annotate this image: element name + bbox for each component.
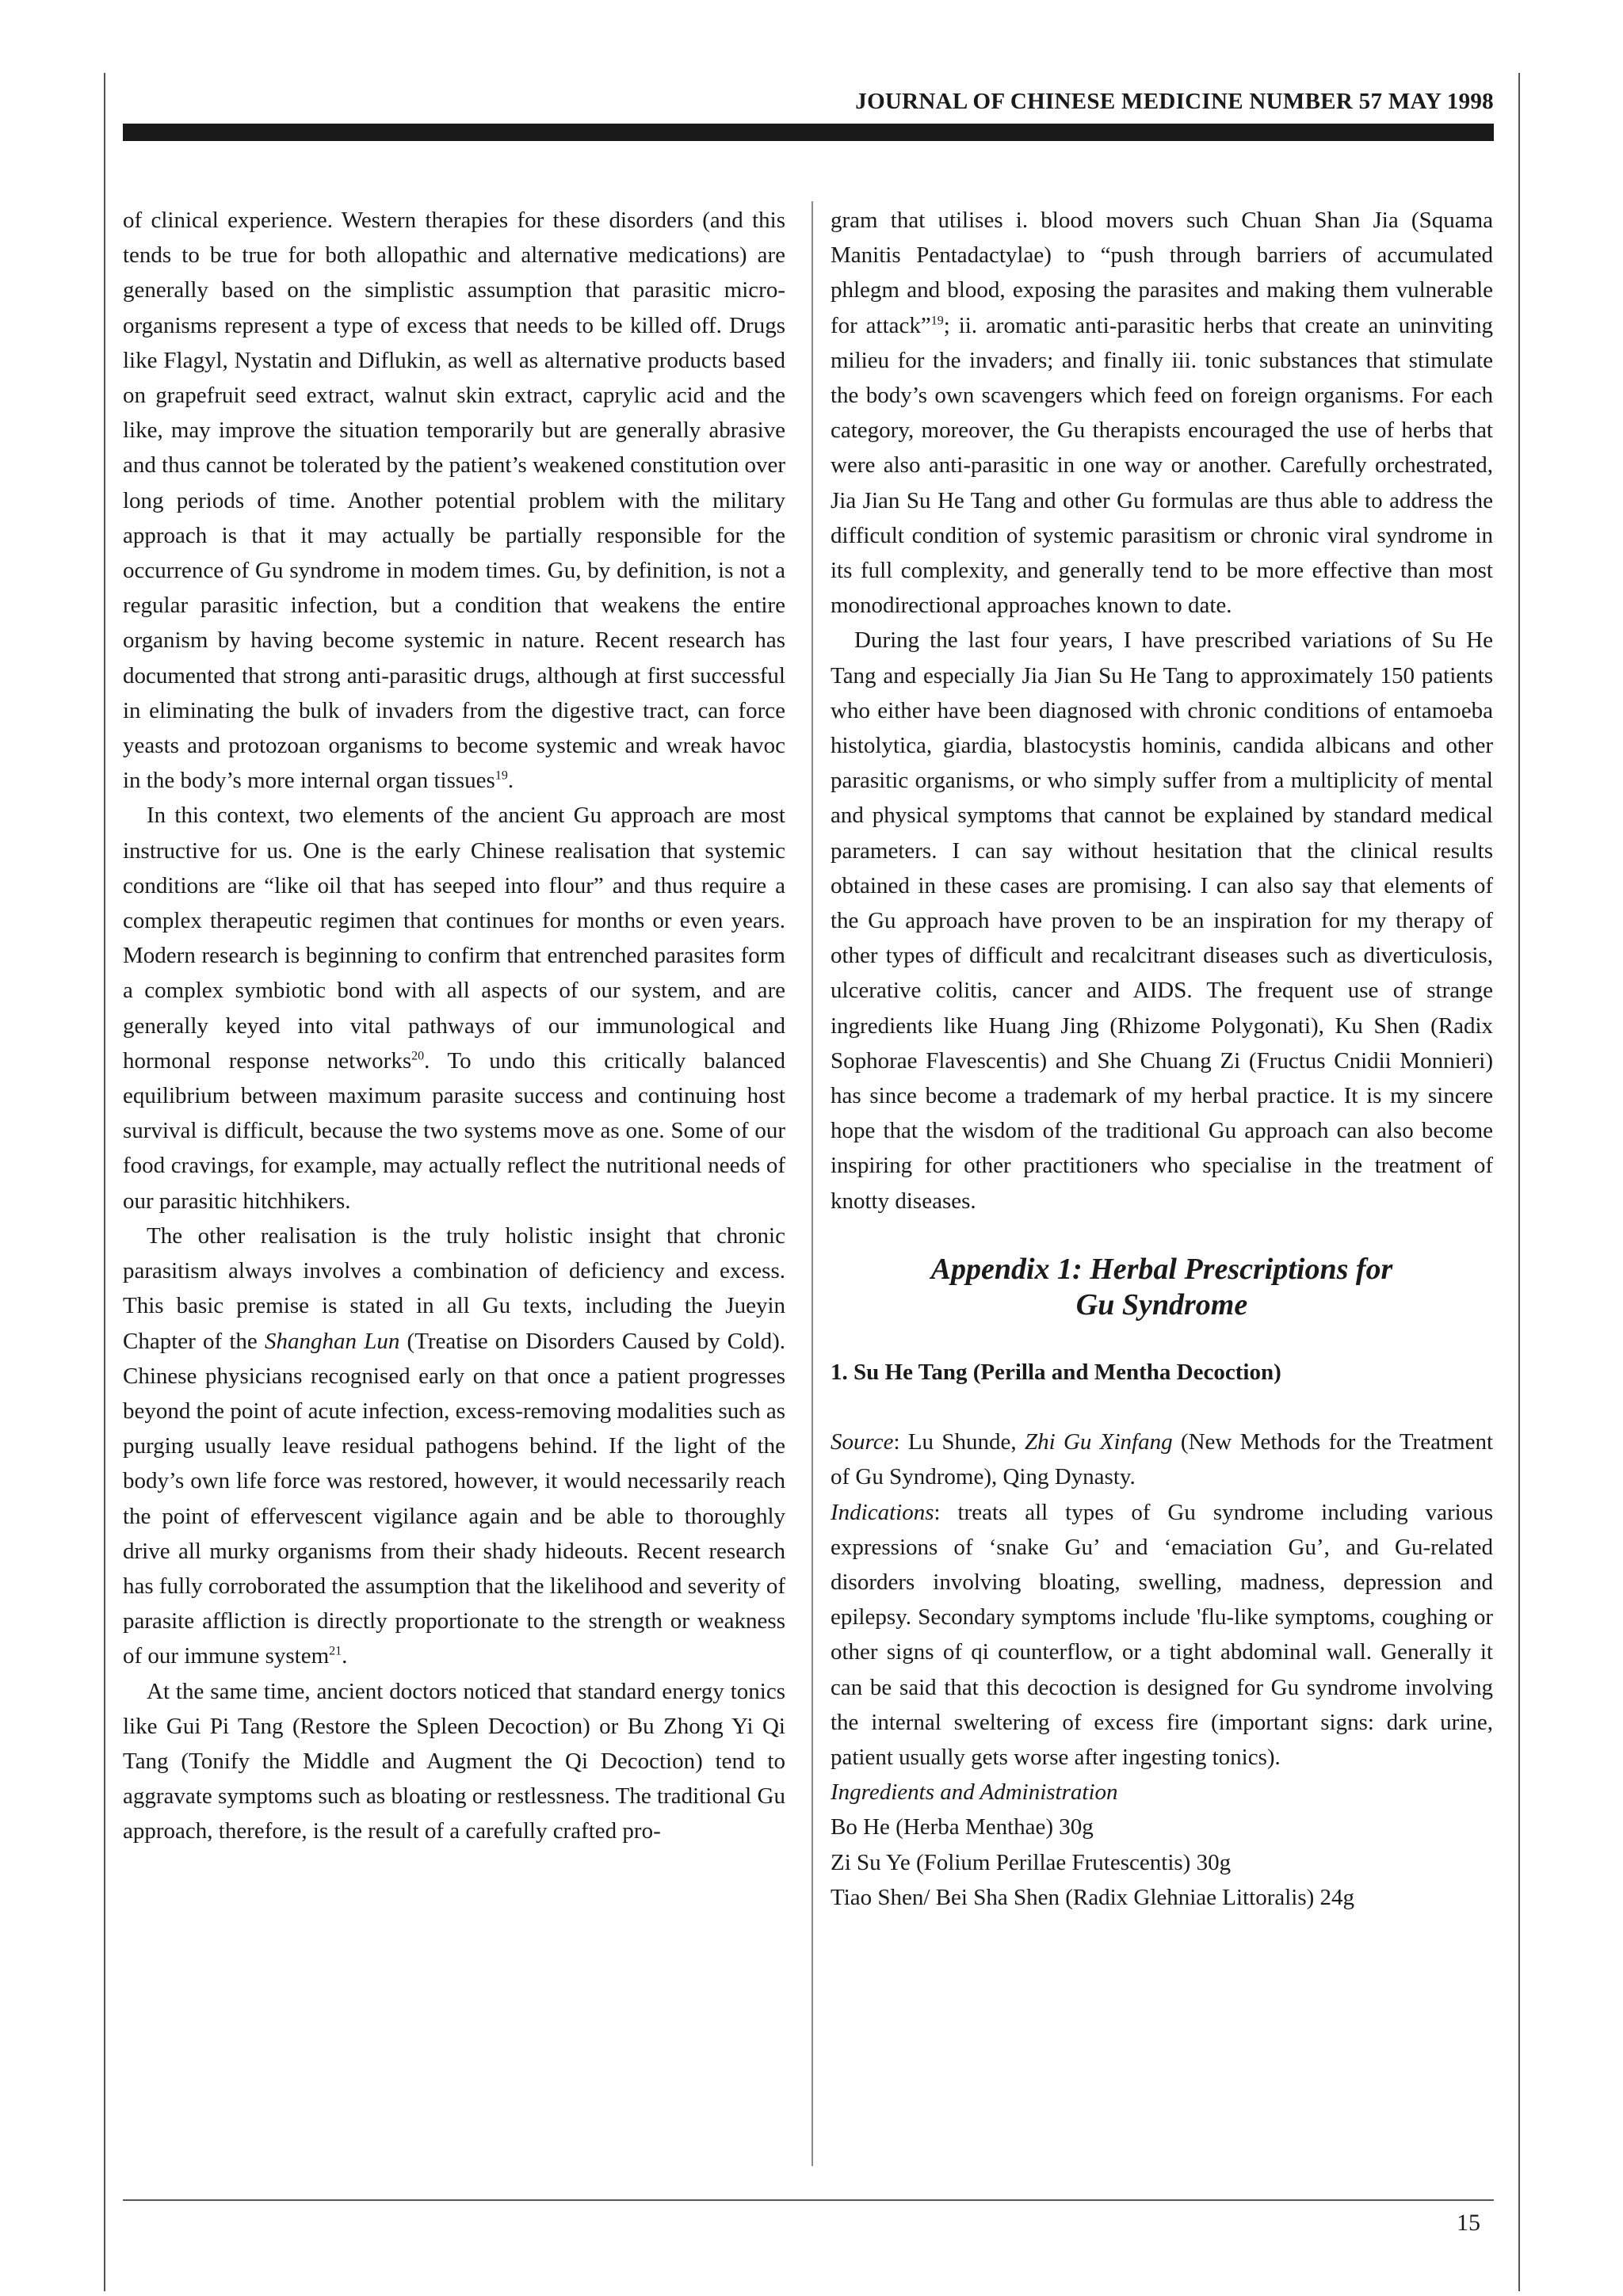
paragraph: of clinical experience. Western therapies for these disorders (and this tends to be true for both allopathic and alternative medications) are generally based on the simplistic assumption that parasitic micro-organisms represent a type of excess that needs to be killed off. Drugs like Flagyl, Nystatin and Diflukin, as well as alternative products based on grapefruit seed extract, walnut skin extract, caprylic acid and the like, may improve the situation temporarily but are generally abrasive and thus cannot be tolerated by the patient’s weakened constitution over long periods of time. Another potential problem with the military approach is that it may actually be partially responsible for the occurrence of Gu syndrome in modem times. Gu, by definition, is not a regular parasitic infection, but a condition that weakens the entire organism by having become systemic in nature. Recent research has documented that strong anti-parasitic drugs, although at first successful in eliminating the bulk of invaders from the digestive tract, can force yeasts and protozoan organisms to become systemic and wreak havoc in the body’s more internal organ tissues$^{19}$. (123, 208, 785, 794)
book-title: Shanghan Lun (265, 1328, 400, 1354)
right-border-rule (1518, 73, 1520, 2291)
ingredient-item: Tiao Shen/ Bei Sha Shen (Radix Glehniae Littoralis) 24g (831, 1884, 1355, 1910)
book-title: Zhi Gu Xinfang (1024, 1429, 1173, 1455)
left-column (123, 203, 785, 1849)
prescription-title: 1. Su He Tang (Perilla and Mentha Decoction) (831, 1359, 1281, 1385)
left-border-rule (104, 73, 105, 2291)
paragraph: In this context, two elements of the ancient Gu approach are most instructive for us. One is the early Chinese realisation that systemic conditions are “like oil that has seeped into flour” and thus require a complex therapeutic regimen that continues for months or even years. Modern research is beginning to confirm that entrenched parasites form a complex symbiotic bond with all aspects of our system, and are generally keyed into vital pathways of our immunological and hormonal response networks$^{20}$. To undo this critically balanced equilibrium between maximum parasite success and continuing host survival is difficult, because the two systems move as one. Some of our food cravings, for example, may actually reflect the nutritional needs of our parasitic hitchhikers. (123, 803, 785, 1214)
ingredient-item: Zi Su Ye (Folium Perillae Frutescentis) 30g (831, 1849, 1232, 1875)
page-number: 15 (1457, 2210, 1480, 2236)
footnote-ref: 21 (329, 1644, 342, 1658)
ingredient-item: Bo He (Herba Menthae) 30g (831, 1814, 1094, 1840)
indications: Indications: treats all types of Gu syndrome including various expressions of ‘snake Gu’ and ‘emaciation Gu’, and Gu-related disorders involving bloating, swelling, madness, depression and epilepsy. Secondary symptoms include 'flu-like symptoms, coughing or other signs of qi counterflow, or a tight abdominal wall. Generally it can be said that this decoction is designed for Gu syndrome involving the internal sweltering of excess fire (important signs: dark urine, patient usually gets worse after ingesting tonics). (831, 1499, 1493, 1770)
paragraph: At the same time, ancient doctors noticed that standard energy tonics like Gui Pi Tang (Restore the Spleen Decoction) or Bu Zhong Yi Qi Tang (Tonify the Middle and Augment the Qi Decoction) tend to aggravate symptoms such as bloating or restlessness. The traditional Gu approach, therefore, is the result of a carefully crafted pro- (123, 1678, 785, 1844)
footnote-ref: 19 (495, 769, 508, 783)
appendix-heading: Appendix 1: Herbal Prescriptions for Gu Syndrome (930, 1252, 1393, 1322)
right-column (831, 203, 1493, 1915)
paragraph: During the last four years, I have prescribed variations of Su He Tang and especially Jia Jian Su He Tang to approximately 150 patients who either have been diagnosed with chronic conditions of entamoeba histolytica, giardia, blastocystis hominis, candida albicans and other parasitic organisms, or who simply suffer from a multiplicity of mental and physical symptoms that cannot be explained by standard medical parameters. I can say without hesitation that the clinical results obtained in these cases are promising. I can also say that elements of the Gu approach have proven to be an inspiration for my therapy of other types of difficult and recalcitrant diseases such as diverticulosis, ulcerative colitis, cancer and AIDS. The frequent use of strange ingredients like Huang Jing (Rhizome Polygonati), Ku Shen (Radix Sophorae Flavescentis) and She Chuang Zi (Fructus Cnidii Monnieri) has since become a trademark of my herbal practice. It is my sincere hope that the wisdom of the traditional Gu approach can also become inspiring for other practitioners who specialise in the treatment of knotty diseases. (831, 627, 1493, 1214)
footnote-ref: 19 (930, 313, 944, 327)
journal-header: JOURNAL OF CHINESE MEDICINE NUMBER 57 MAY 1998 (855, 89, 1494, 114)
footer-rule (123, 2199, 1494, 2201)
source-line: Source: Lu Shunde, Zhi Gu Xinfang (New Methods for the Treatment of Gu Syndrome), Qing Dynasty. (831, 1429, 1493, 1490)
ingredients-label: Ingredients and Administration (831, 1779, 1118, 1806)
header-bar (123, 124, 1494, 141)
column-divider (812, 201, 813, 2166)
footnote-ref: 20 (411, 1049, 425, 1063)
paragraph: The other realisation is the truly holistic insight that chronic parasitism always involves a combination of deficiency and excess. This basic premise is stated in all Gu texts, including the Jueyin Chapter of the Shanghan Lun (Treatise on Disorders Caused by Cold). Chinese physicians recognised early on that once a patient progresses beyond the point of acute infection, excess-removing modalities such as purging usually leave residual pathogens behind. If the light of the body’s own life force was restored, however, it would necessarily reach the point of effervescent vigilance again and be able to thoroughly drive all murky organisms from their shady hideouts. Recent research has fully corroborated the assumption that the likelihood and severity of parasite affliction is directly proportionate to the strength or weakness of our immune system$^{21}$. (123, 1222, 786, 1669)
paragraph: gram that utilises i. blood movers such Chuan Shan Jia (Squama Manitis Pentadactylae) to “push through barriers of accumulated phlegm and blood, exposing the parasites and making them vulnerable for attack”$^{19}$; ii. aromatic anti-parasitic herbs that create an uninviting milieu for the invaders; and finally iii. tonic substances that stimulate the body’s own scavengers which feed on foreign organisms. For each category, moreover, the Gu therapists encouraged the use of herbs that were also anti-parasitic in one way or another. Carefully orchestrated, Jia Jian Su He Tang and other Gu formulas are thus able to address the difficult condition of systemic parasitism or chronic viral syndrome in its full complexity, and generally tend to be more effective than most monodirectional approaches known to date. (831, 208, 1493, 619)
